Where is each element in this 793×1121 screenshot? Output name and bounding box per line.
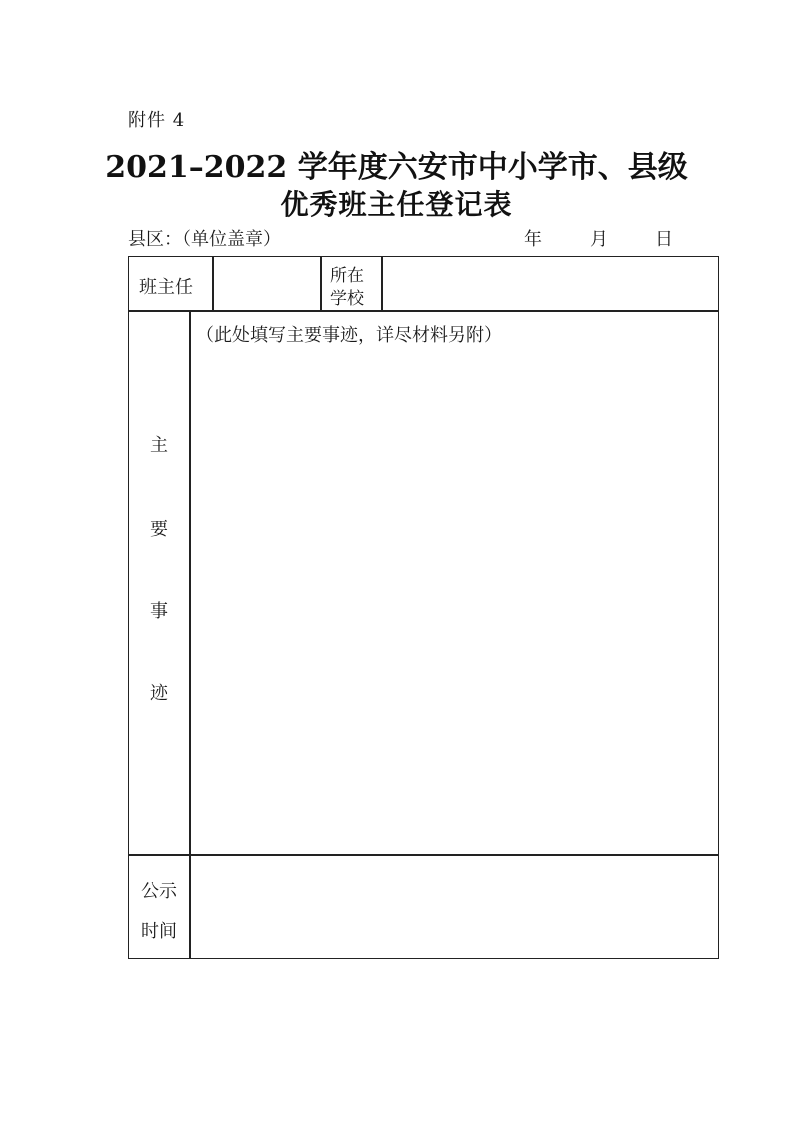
school-input[interactable]	[384, 259, 716, 309]
form-title-line1: 2021–2022 学年度六安市中小学市、县级	[105, 150, 688, 185]
school-label-line1: 所在	[330, 266, 364, 286]
teacher-input[interactable]	[215, 259, 319, 309]
col-divider-3	[381, 257, 383, 310]
date-day-label: 日	[655, 229, 673, 250]
deeds-label-char-4: 迹	[150, 683, 168, 704]
publicity-label-line2: 时间	[141, 921, 177, 942]
label-column-divider	[189, 310, 191, 958]
deeds-label-char-1: 主	[150, 435, 168, 456]
date-month-label: 月	[590, 229, 608, 250]
registration-form-table	[128, 256, 719, 959]
row-divider-bottom	[129, 854, 718, 856]
col-divider-2	[320, 257, 322, 310]
date-year-label: 年	[524, 229, 542, 250]
publicity-input[interactable]	[193, 858, 715, 956]
deeds-hint-text[interactable]: （此处填写主要事迹，详尽材料另附）	[196, 325, 502, 346]
row-divider-top	[129, 310, 718, 312]
school-label-line2: 学校	[330, 289, 364, 309]
form-title-line2: 优秀班主任登记表	[280, 188, 513, 221]
attachment-label: 附件 4	[128, 110, 186, 131]
col-divider-1	[212, 257, 214, 310]
teacher-label: 班主任	[139, 277, 193, 298]
deeds-label-char-2: 要	[150, 519, 168, 540]
deeds-label-char-3: 事	[150, 601, 168, 622]
publicity-label-line1: 公示	[141, 881, 177, 902]
county-seal-label: 县区：（单位盖章）	[128, 229, 281, 250]
